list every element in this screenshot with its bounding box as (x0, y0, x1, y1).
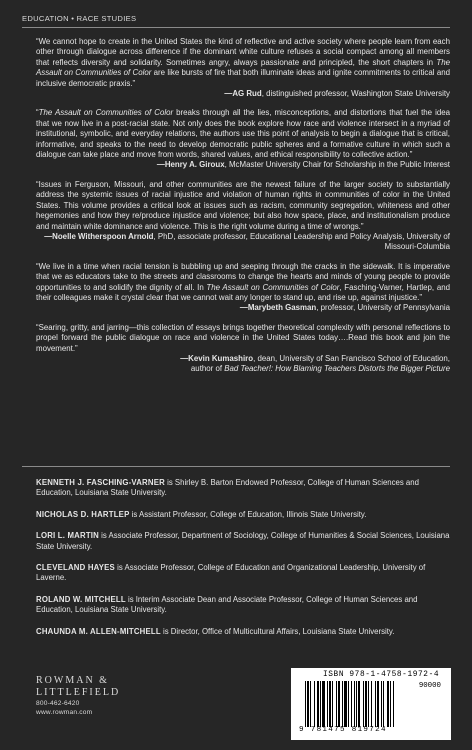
blurb-attribution: —AG Rud, distinguished professor, Washington State University (224, 89, 450, 99)
author-bios (36, 478, 450, 648)
publisher-logo (36, 675, 120, 717)
publisher-url: www.rowman.com (36, 709, 93, 716)
bio-allen-mitchell: CHAUNDA M. ALLEN-MITCHELL is Director, Office of Multicultural Affairs, Louisiana State University. (36, 626, 395, 636)
blurb-attribution: —Henry A. Giroux, McMaster University Chair for Scholarship in the Public Interest (156, 160, 450, 170)
isbn-barcode (291, 668, 451, 740)
blurb-kumashiro: “Searing, gritty, and jarring—this collection of essays brings together theoretical complexity with personal reflections to propel forward the public dialogue on race and violence in the United States today….Read this book and join the movement.” —Kevin Kumashiro, dean, University of San Francisco School of Education, author of Bad Teacher!: How Blaming Teachers Distorts the Bigger Picture (36, 322, 450, 374)
barcode-bars (305, 681, 437, 727)
top-divider (22, 27, 450, 28)
bio-martin: LORI L. MARTIN is Associate Professor, Department of Sociology, College of Humanities & Social Sciences, Louisiana State University. (36, 531, 450, 551)
blurb-attribution-line2: author of Bad Teacher!: How Blaming Teachers Distorts the Bigger Picture (190, 364, 450, 374)
isbn-text: ISBN 978-1-4758-1972-4 (323, 671, 440, 679)
blurb-giroux: “The Assault on Communities of Color breaks through all the lies, misconceptions, and distortions that fuel the idea that we now live in a post-racial state. Not only does the book explore how race and violence intersect in a myriad of institutional, symbolic, and everyday relations, the authors use this point of analysis to begin a dialogue that is critical, informative, and speaks to the need to develop democratic public spheres and a formative culture in which such a dialogue can take place and move from words, shared values, and ethical responsibility to collective action.” —Henry A. Giroux, McMaster University Chair for Scholarship in the Public Interest (36, 108, 450, 170)
bio-hartlep: NICHOLAS D. HARTLEP is Assistant Professor, College of Education, Illinois State University. (36, 509, 367, 519)
bottom-divider (22, 466, 450, 467)
blurbs (36, 37, 450, 384)
price-code: 90000 (418, 682, 441, 690)
ean-digits: 9 781475 819724 (299, 726, 387, 734)
publisher-name-line1: ROWMAN & (36, 675, 109, 686)
bio-mitchell: ROLAND W. MITCHELL is Interim Associate Dean and Associate Professor, College of Human Sciences and Education, Louisiana State University. (36, 594, 418, 615)
bio-fasching-varner: KENNETH J. FASCHING-VARNER is Shirley B. Barton Endowed Professor, College of Human Sciences and Education, Louisiana State University. (36, 478, 419, 498)
blurb-arnold: “Issues in Ferguson, Missouri, and other communities are the newest failure of the larger society to substantially address the systemic issues of racial injustice and violation of human rights in communities of color in the United States. This volume provides a critical look at issues such as racism, community segregation, whiteness and other hegemonies and how they re/produce injustice and violence; but also how space, place, and institutionalism produce and maintain white dominance and violence. This is the right volume during a time of wrongs.” —Noelle Witherspoon Arnold, PhD, associate professor, Educational Leadership and Policy Analysis, University of Missouri-Columbia (36, 179, 450, 252)
category-label: EDUCATION • RACE STUDIES (22, 14, 137, 23)
blurb-attribution: —Kevin Kumashiro, dean, University of San Francisco School of Education, (180, 353, 450, 363)
bio-hayes: CLEVELAND HAYES is Associate Professor, College of Education and Organizational Leadership, University of Laverne. (36, 563, 426, 583)
blurb-attribution: —Noelle Witherspoon Arnold, PhD, associate professor, Educational Leadership and Policy Analysis, University of Missouri-Columbia (44, 231, 450, 252)
blurb-attribution: —Marybeth Gasman, professor, University of Pennsylvania (239, 303, 450, 313)
blurb-gasman: “We live in a time when racial tension is bubbling up and seeping through the cracks in the sidewalk. It is imperative that we as educators take to the streets and classrooms to change the hearts and minds of young people to provide opportunities to and solidify the dignity of all. In The Assault on Communities of Color, Fasching-Varner, Hartlep, and their colleagues make it crystal clear that we cannot wait any longer to stand up, and rise up, against injustice.” —Marybeth Gasman, professor, University of Pennsylvania (36, 261, 450, 313)
publisher-phone: 800-462-6420 (36, 700, 80, 707)
blurb-rud: “We cannot hope to create in the United States the kind of reflective and active society where people learn from each other through dialogue across difference if the dominant white culture refuses a social compact among all members that reflects diversity and solidarity. Sometimes angry, always passionate and principled, the short chapters in The Assault on Communities of Color are like bursts of fire that both illuminate ideas and ignite commitments to critical and inclusive democratic praxis.” —AG Rud, distinguished professor, Washington State University (36, 37, 450, 99)
publisher-name-line2: LITTLEFIELD (36, 687, 121, 698)
